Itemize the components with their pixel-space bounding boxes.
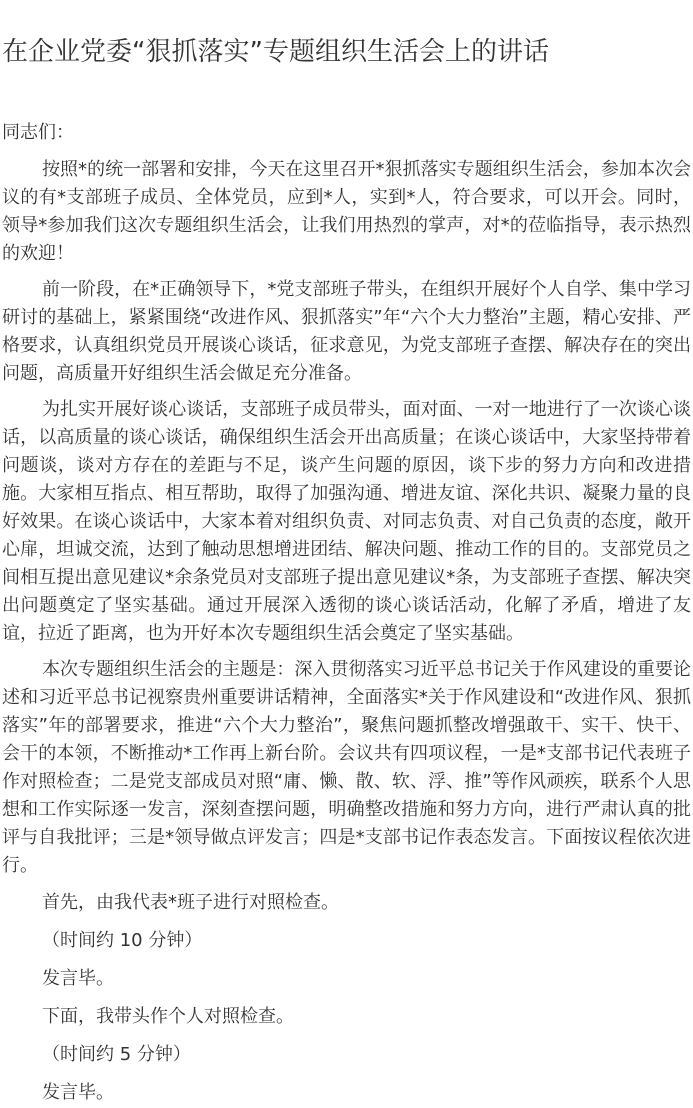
line-speech-ended-1: 发言毕。: [42, 968, 114, 989]
line-time-10-minutes: （时间约 10 分钟）: [42, 930, 203, 951]
paragraph-heart-to-heart-talks: 为扎实开展好谈心谈话，支部班子成员带头，面对面、一对一地进行了一次谈心谈话，以高质量的谈心谈话，确保组织生活会开出高质量；在谈心谈话中，大家坚持带着问题谈，谈对方存在的差距与不足，谈产生问题的原因，谈下步的努力方向和改进措施。大家相互指点、相互帮助，取得了加强沟通、增进友谊、深化共识、凝聚力量的良好效果。在谈心谈话中，大家本着对组织负责、对同志负责、对自己负责的态度，敞开心扉，坦诚交流，达到了触动思想增进团结、解决问题、推动工作的目的。支部党员之间相互提出意见建议*余条党员对支部班子提出意见建议*条，为支部班子查摆、解决突出问题奠定了坚实基础。通过开展深入透彻的谈心谈话活动，化解了矛盾，增进了友谊，拉近了距离，也为开好本次专题组织生活会奠定了坚实基础。: [2, 399, 691, 644]
paragraph-opening: 按照*的统一部署和安排，今天在这里召开*狠抓落实专题组织生活会，参加本次会议的有*支部班子成员、全体党员，应到*人，实到*人，符合要求，可以开会。同时，领导*参加我们这次专题组织生活会，让我们用热烈的掌声，对*的莅临指导，表示热烈的欢迎！: [2, 159, 691, 264]
document-title: 在企业党委“狠抓落实”专题组织生活会上的讲话: [2, 37, 549, 67]
line-first-review: 首先，由我代表*班子进行对照检查。: [42, 892, 339, 913]
line-personal-review: 下面，我带头作个人对照检查。: [42, 1006, 294, 1027]
paragraph-preparation: 前一阶段，在*正确领导下，*党支部班子带头，在组织开展好个人自学、集中学习研讨的基础上，紧紧围绕“改进作风、狠抓落实”年“六个大力整治”主题，精心安排、严格要求，认真组织党员开展谈心谈话，征求意见，为党支部班子查摆、解决存在的突出问题，高质量开好组织生活会做足充分准备。: [2, 279, 692, 384]
salutation: 同志们：: [2, 122, 74, 143]
paragraph-meeting-theme-agenda: 本次专题组织生活会的主题是：深入贯彻落实习近平总书记关于作风建设的重要论述和习近平总书记视察贵州重要讲话精神，全面落实*关于作风建设和“改进作风、狠抓落实”年的部署要求，推进“六个大力整治”，聚焦问题抓整改增强敢干、实干、快干、会干的本领，不断推动*工作再上新台阶。会议共有四项议程，一是*支部书记代表班子作对照检查；二是党支部成员对照“庸、懒、散、软、浮、推”等作风顽疾，联系个人思想和工作实际逐一发言，深刻查摆问题，明确整改措施和努力方向，进行严肃认真的批评与自我批评；三是*领导做点评发言；四是*支部书记作表态发言。下面按议程依次进行。: [2, 659, 691, 876]
line-time-5-minutes: （时间约 5 分钟）: [42, 1044, 191, 1065]
line-speech-ended-2: 发言毕。: [42, 1082, 114, 1103]
